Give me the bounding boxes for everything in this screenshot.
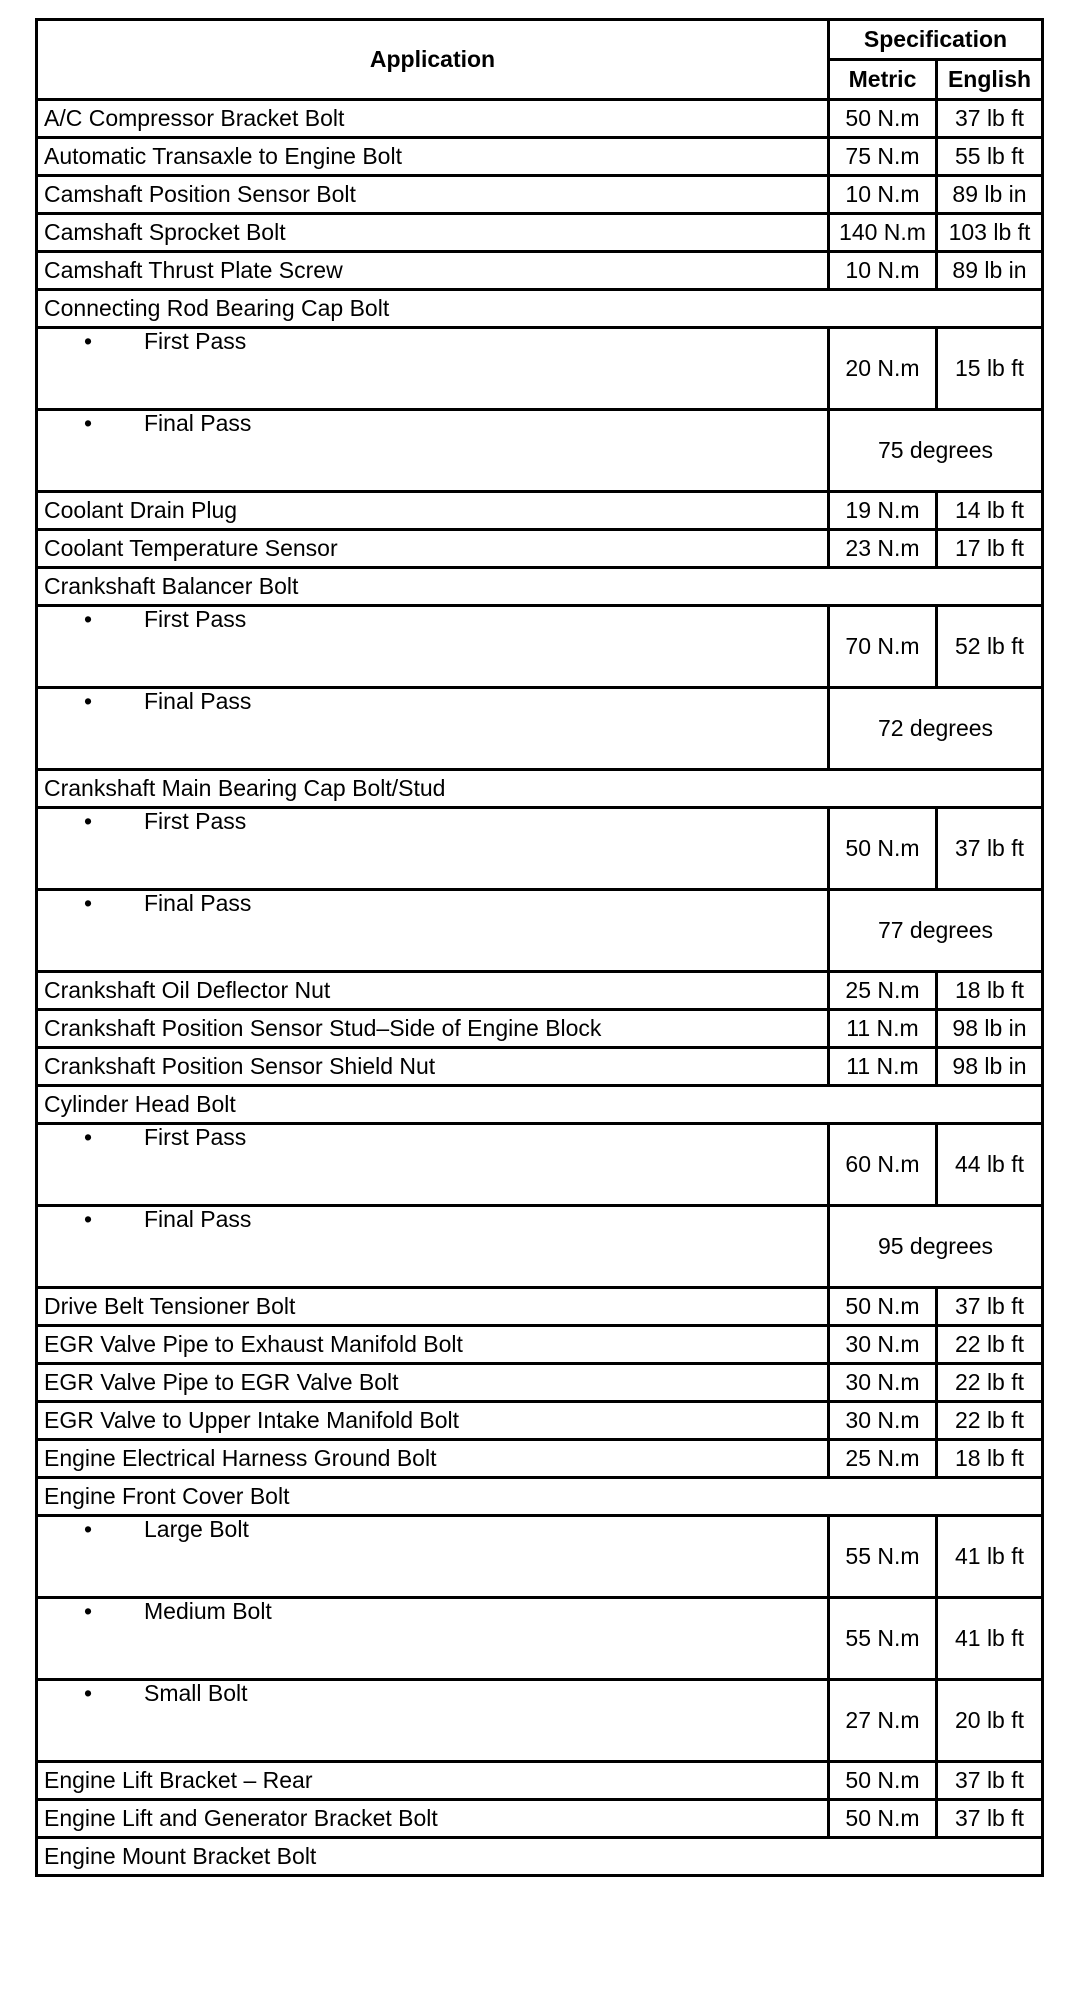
table-row	[37, 1516, 1043, 1598]
sub-application-cell	[37, 328, 829, 410]
metric-header: Metric	[829, 60, 937, 100]
sub-application-label: First Pass	[144, 1124, 247, 1150]
table-row	[37, 972, 1043, 1010]
english-cell: 18 lb ft	[937, 972, 1043, 1010]
table-row	[37, 1326, 1043, 1364]
english-cell: 41 lb ft	[937, 1516, 1043, 1598]
application-cell: A/C Compressor Bracket Bolt	[37, 100, 829, 138]
metric-cell: 50 N.m	[829, 1288, 937, 1326]
metric-cell: 50 N.m	[829, 100, 937, 138]
bullet-icon: •	[84, 1206, 93, 1232]
table-row	[37, 530, 1043, 568]
sub-application-cell	[37, 1598, 829, 1680]
english-cell: 89 lb in	[937, 176, 1043, 214]
english-cell: 41 lb ft	[937, 1598, 1043, 1680]
sub-application-label: Large Bolt	[144, 1516, 249, 1542]
metric-cell: 20 N.m	[829, 328, 937, 410]
application-cell: Crankshaft Main Bearing Cap Bolt/Stud	[37, 770, 1043, 808]
table-row	[37, 1206, 1043, 1288]
sub-application-label: Small Bolt	[144, 1680, 248, 1706]
sub-application-label: First Pass	[144, 606, 247, 632]
metric-cell: 50 N.m	[829, 1800, 937, 1838]
table-row	[37, 1762, 1043, 1800]
english-cell: 103 lb ft	[937, 214, 1043, 252]
table-row	[37, 1838, 1043, 1876]
english-cell: 98 lb in	[937, 1010, 1043, 1048]
angle-spec-cell: 75 degrees	[829, 410, 1043, 492]
english-cell: 22 lb ft	[937, 1364, 1043, 1402]
application-cell: Crankshaft Balancer Bolt	[37, 568, 1043, 606]
sub-application-cell	[37, 410, 829, 492]
application-cell: Coolant Drain Plug	[37, 492, 829, 530]
table-row	[37, 1800, 1043, 1838]
english-cell: 14 lb ft	[937, 492, 1043, 530]
sub-application-cell	[37, 890, 829, 972]
metric-cell: 25 N.m	[829, 1440, 937, 1478]
angle-spec-cell: 95 degrees	[829, 1206, 1043, 1288]
metric-cell: 10 N.m	[829, 176, 937, 214]
english-cell: 52 lb ft	[937, 606, 1043, 688]
table-row	[37, 410, 1043, 492]
table-row	[37, 214, 1043, 252]
bullet-icon: •	[84, 410, 93, 436]
application-cell: Connecting Rod Bearing Cap Bolt	[37, 290, 1043, 328]
application-cell: Coolant Temperature Sensor	[37, 530, 829, 568]
english-cell: 22 lb ft	[937, 1402, 1043, 1440]
english-cell: 44 lb ft	[937, 1124, 1043, 1206]
application-cell: Automatic Transaxle to Engine Bolt	[37, 138, 829, 176]
metric-cell: 55 N.m	[829, 1516, 937, 1598]
metric-cell: 50 N.m	[829, 808, 937, 890]
english-cell: 22 lb ft	[937, 1326, 1043, 1364]
english-cell: 89 lb in	[937, 252, 1043, 290]
table-row	[37, 252, 1043, 290]
english-cell: 37 lb ft	[937, 1288, 1043, 1326]
metric-cell: 55 N.m	[829, 1598, 937, 1680]
bullet-icon: •	[84, 606, 93, 632]
table-row	[37, 1010, 1043, 1048]
metric-cell: 27 N.m	[829, 1680, 937, 1762]
application-cell: Camshaft Position Sensor Bolt	[37, 176, 829, 214]
table-row	[37, 1402, 1043, 1440]
english-header: English	[937, 60, 1043, 100]
sub-application-cell	[37, 1124, 829, 1206]
english-cell: 37 lb ft	[937, 100, 1043, 138]
table-row	[37, 492, 1043, 530]
english-cell: 55 lb ft	[937, 138, 1043, 176]
english-cell: 98 lb in	[937, 1048, 1043, 1086]
application-cell: Cylinder Head Bolt	[37, 1086, 1043, 1124]
bullet-icon: •	[84, 1680, 93, 1706]
table-row	[37, 568, 1043, 606]
table-row	[37, 688, 1043, 770]
bullet-icon: •	[84, 1516, 93, 1542]
table-row	[37, 328, 1043, 410]
application-cell: Engine Lift Bracket – Rear	[37, 1762, 829, 1800]
angle-spec-cell: 72 degrees	[829, 688, 1043, 770]
table-row	[37, 1598, 1043, 1680]
english-cell: 37 lb ft	[937, 1800, 1043, 1838]
application-cell: Camshaft Thrust Plate Screw	[37, 252, 829, 290]
application-cell: Engine Front Cover Bolt	[37, 1478, 1043, 1516]
application-cell: Drive Belt Tensioner Bolt	[37, 1288, 829, 1326]
metric-cell: 30 N.m	[829, 1326, 937, 1364]
english-cell: 37 lb ft	[937, 808, 1043, 890]
application-cell: Camshaft Sprocket Bolt	[37, 214, 829, 252]
header-row-top	[37, 20, 1043, 60]
sub-application-label: First Pass	[144, 328, 247, 354]
table-row	[37, 100, 1043, 138]
application-cell: Engine Electrical Harness Ground Bolt	[37, 1440, 829, 1478]
sub-application-cell	[37, 688, 829, 770]
bullet-icon: •	[84, 328, 93, 354]
table-row	[37, 176, 1043, 214]
metric-cell: 11 N.m	[829, 1048, 937, 1086]
metric-cell: 23 N.m	[829, 530, 937, 568]
table-row	[37, 290, 1043, 328]
table-row	[37, 1048, 1043, 1086]
application-cell: EGR Valve Pipe to EGR Valve Bolt	[37, 1364, 829, 1402]
sub-application-cell	[37, 1206, 829, 1288]
bullet-icon: •	[84, 688, 93, 714]
sub-application-label: Medium Bolt	[144, 1598, 272, 1624]
table-row	[37, 890, 1043, 972]
sub-application-label: Final Pass	[144, 688, 252, 714]
metric-cell: 25 N.m	[829, 972, 937, 1010]
sub-application-cell	[37, 1516, 829, 1598]
specification-header: Specification	[829, 20, 1043, 60]
metric-cell: 30 N.m	[829, 1364, 937, 1402]
table-row	[37, 1288, 1043, 1326]
sub-application-label: First Pass	[144, 808, 247, 834]
table-body	[37, 100, 1043, 1876]
application-cell: Crankshaft Position Sensor Stud–Side of Engine Block	[37, 1010, 829, 1048]
sub-application-cell	[37, 1680, 829, 1762]
application-cell: Crankshaft Oil Deflector Nut	[37, 972, 829, 1010]
table-row	[37, 606, 1043, 688]
english-cell: 37 lb ft	[937, 1762, 1043, 1800]
table-row	[37, 1680, 1043, 1762]
bullet-icon: •	[84, 1124, 93, 1150]
bullet-icon: •	[84, 1598, 93, 1624]
sub-application-label: Final Pass	[144, 410, 252, 436]
application-cell: EGR Valve Pipe to Exhaust Manifold Bolt	[37, 1326, 829, 1364]
application-cell: Crankshaft Position Sensor Shield Nut	[37, 1048, 829, 1086]
application-cell: EGR Valve to Upper Intake Manifold Bolt	[37, 1402, 829, 1440]
table-row	[37, 1086, 1043, 1124]
application-cell: Engine Mount Bracket Bolt	[37, 1838, 1043, 1876]
table-row	[37, 1364, 1043, 1402]
english-cell: 18 lb ft	[937, 1440, 1043, 1478]
bullet-icon: •	[84, 808, 93, 834]
table-row	[37, 808, 1043, 890]
table-row	[37, 1124, 1043, 1206]
sub-application-cell	[37, 606, 829, 688]
torque-spec-table	[35, 18, 1044, 1877]
sub-application-label: Final Pass	[144, 1206, 252, 1232]
angle-spec-cell: 77 degrees	[829, 890, 1043, 972]
metric-cell: 140 N.m	[829, 214, 937, 252]
english-cell: 20 lb ft	[937, 1680, 1043, 1762]
english-cell: 17 lb ft	[937, 530, 1043, 568]
metric-cell: 75 N.m	[829, 138, 937, 176]
metric-cell: 60 N.m	[829, 1124, 937, 1206]
table-row	[37, 1440, 1043, 1478]
metric-cell: 11 N.m	[829, 1010, 937, 1048]
table-row	[37, 138, 1043, 176]
metric-cell: 30 N.m	[829, 1402, 937, 1440]
sub-application-label: Final Pass	[144, 890, 252, 916]
bullet-icon: •	[84, 890, 93, 916]
metric-cell: 10 N.m	[829, 252, 937, 290]
english-cell: 15 lb ft	[937, 328, 1043, 410]
metric-cell: 70 N.m	[829, 606, 937, 688]
sub-application-cell	[37, 808, 829, 890]
application-header: Application	[37, 20, 829, 100]
metric-cell: 19 N.m	[829, 492, 937, 530]
table-row	[37, 770, 1043, 808]
table-row	[37, 1478, 1043, 1516]
metric-cell: 50 N.m	[829, 1762, 937, 1800]
application-cell: Engine Lift and Generator Bracket Bolt	[37, 1800, 829, 1838]
